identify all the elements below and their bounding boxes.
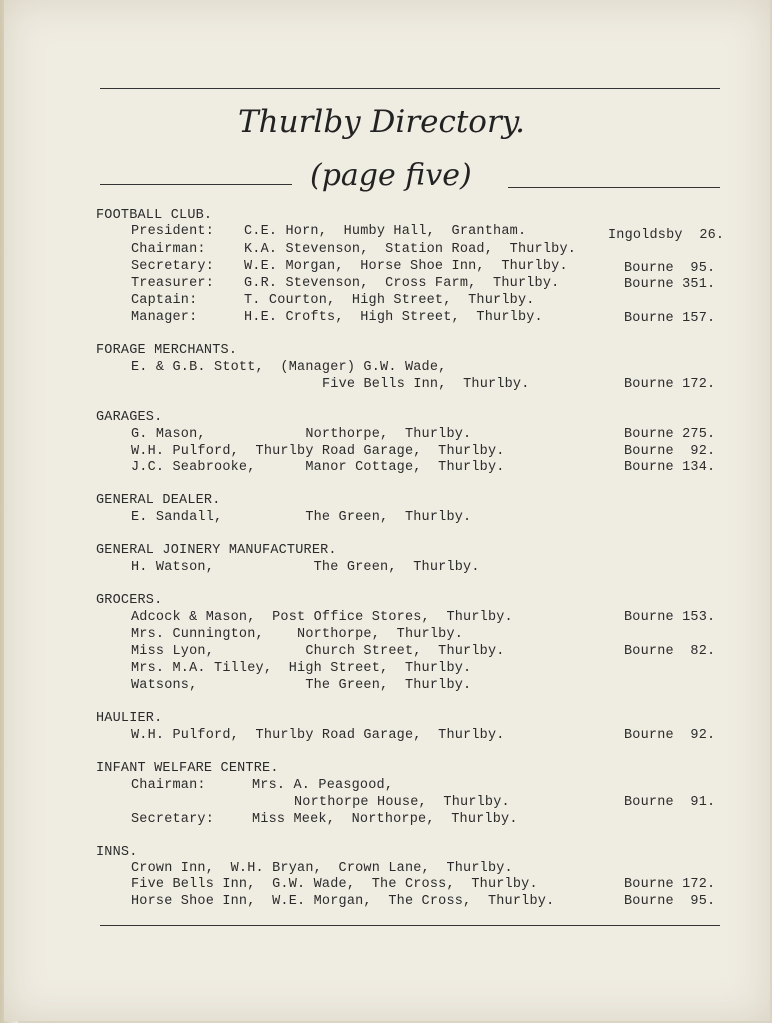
entry-text: G. Mason, Northorpe, Thurlby. (131, 427, 472, 442)
phone-number: Bourne 172. (624, 377, 716, 392)
entry-text: K.A. Stevenson, Station Road, Thurlby. (244, 242, 577, 257)
section-heading-haulier: HAULIER. (96, 711, 163, 726)
role-label: Captain: (131, 293, 198, 308)
entry-text: Adcock & Mason, Post Office Stores, Thurlby. (131, 610, 513, 625)
phone-number: Bourne 95. (624, 894, 716, 909)
entry-text: Five Bells Inn, G.W. Wade, The Cross, Thurlby. (131, 877, 538, 892)
section-heading-welfare: INFANT WELFARE CENTRE. (96, 761, 279, 776)
phone-number: Bourne 351. (624, 277, 716, 292)
phone-number: Ingoldsby 26. (608, 228, 725, 243)
entry-text: W.H. Pulford, Thurlby Road Garage, Thurlby. (131, 728, 505, 743)
role-label: President: (131, 224, 215, 239)
role-label: Chairman: (131, 242, 206, 257)
entry-text: Horse Shoe Inn, W.E. Morgan, The Cross, Thurlby. (131, 894, 555, 909)
entry-text: Mrs. A. Peasgood, (252, 778, 394, 793)
entry-text: H.E. Crofts, High Street, Thurlby. (244, 310, 543, 325)
entry-text: Watsons, The Green, Thurlby. (131, 678, 472, 693)
entry-text: E. & G.B. Stott, (Manager) G.W. Wade, (131, 360, 447, 375)
phone-number: Bourne 172. (624, 877, 716, 892)
role-label: Secretary: (131, 259, 215, 274)
entry-text: H. Watson, The Green, Thurlby. (131, 560, 480, 575)
page-subtitle: (page five) (310, 158, 472, 193)
entry-text: Five Bells Inn, Thurlby. (322, 377, 530, 392)
phone-number: Bourne 92. (624, 728, 716, 743)
role-label: Treasurer: (131, 276, 215, 291)
entry-text: J.C. Seabrooke, Manor Cottage, Thurlby. (131, 460, 505, 475)
subtitle-rule-left (100, 184, 292, 185)
section-heading-dealer: GENERAL DEALER. (96, 493, 221, 508)
phone-number: Bourne 134. (624, 460, 716, 475)
entry-text: Mrs. Cunnington, Northorpe, Thurlby. (131, 627, 464, 642)
entry-text: W.H. Pulford, Thurlby Road Garage, Thurlby. (131, 444, 505, 459)
section-heading-joinery: GENERAL JOINERY MANUFACTURER. (96, 543, 337, 558)
phone-number: Bourne 95. (624, 261, 716, 276)
role-label: Manager: (131, 310, 198, 325)
phone-number: Bourne 157. (624, 311, 716, 326)
bottom-rule (100, 925, 720, 926)
top-rule (100, 88, 720, 89)
subtitle-rule-right (508, 187, 720, 188)
entry-text: Miss Lyon, Church Street, Thurlby. (131, 644, 505, 659)
section-heading-forage: FORAGE MERCHANTS. (96, 343, 238, 358)
entry-text: Northorpe House, Thurlby. (294, 795, 510, 810)
phone-number: Bourne 92. (624, 444, 716, 459)
entry-text: Crown Inn, W.H. Bryan, Crown Lane, Thurlby. (131, 861, 513, 876)
entry-text: G.R. Stevenson, Cross Farm, Thurlby. (244, 276, 560, 291)
phone-number: Bourne 153. (624, 610, 716, 625)
entry-text: Mrs. M.A. Tilley, High Street, Thurlby. (131, 661, 472, 676)
section-heading-garages: GARAGES. (96, 410, 163, 425)
section-heading-inns: INNS. (96, 845, 138, 860)
phone-number: Bourne 82. (624, 644, 716, 659)
section-heading-grocers: GROCERS. (96, 593, 163, 608)
entry-text: E. Sandall, The Green, Thurlby. (131, 510, 472, 525)
entry-text: T. Courton, High Street, Thurlby. (244, 293, 535, 308)
role-label: Chairman: (131, 778, 206, 793)
role-label: Secretary: (131, 812, 215, 827)
section-heading-football: FOOTBALL CLUB. (96, 208, 213, 223)
entry-text: W.E. Morgan, Horse Shoe Inn, Thurlby. (244, 259, 568, 274)
entry-text: Miss Meek, Northorpe, Thurlby. (252, 812, 518, 827)
phone-number: Bourne 91. (624, 795, 716, 810)
phone-number: Bourne 275. (624, 427, 716, 442)
entry-text: C.E. Horn, Humby Hall, Grantham. (244, 224, 527, 239)
page-title: Thurlby Directory. (238, 104, 526, 140)
